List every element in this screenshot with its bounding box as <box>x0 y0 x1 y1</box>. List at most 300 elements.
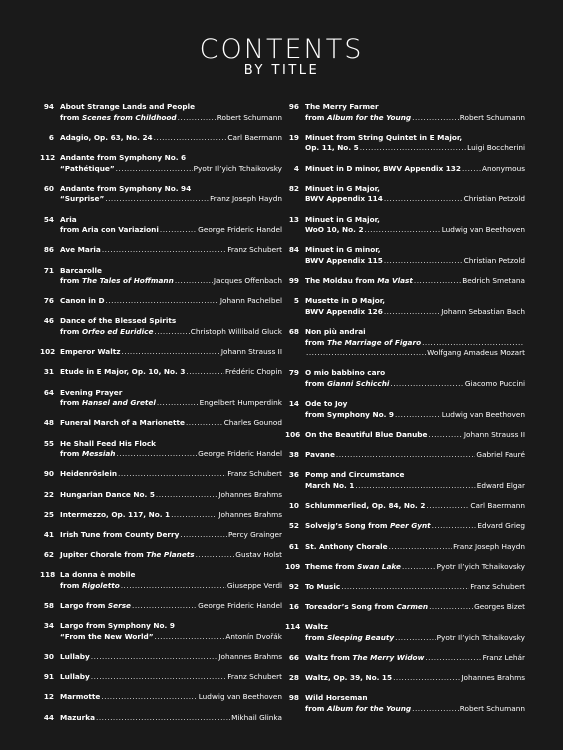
composer-name: Christian Petzold <box>463 255 525 265</box>
entry-line-2 <box>305 410 525 421</box>
entry-line-1 <box>60 316 282 327</box>
composer-name: Gabriel Fauré <box>476 450 525 460</box>
toc-entry[interactable] <box>285 542 525 553</box>
entry-line-1 <box>60 102 282 113</box>
page-number: 38 <box>288 450 299 460</box>
toc-entry[interactable] <box>285 562 525 573</box>
entry-title: Pavane <box>305 450 335 460</box>
entry-body <box>305 245 525 266</box>
entry-line-1 <box>60 215 282 226</box>
page-number: 98 <box>288 693 299 703</box>
entry-body <box>305 582 525 593</box>
toc-entry[interactable] <box>40 347 282 358</box>
entry-title: Schlummerlied, Op. 84, No. 2 <box>305 501 426 511</box>
page-number: 54 <box>43 214 54 224</box>
composer-name: Johann Sebastian Bach <box>441 306 525 316</box>
entry-line-1 <box>305 276 525 287</box>
entry-title: from The Marriage of Figaro <box>305 337 422 347</box>
entry-body <box>60 530 282 541</box>
page-number: 102 <box>40 347 56 357</box>
toc-entry[interactable] <box>40 388 282 409</box>
entry-line-1 <box>305 368 525 379</box>
dot-leader <box>365 225 441 236</box>
toc-entry[interactable] <box>40 692 282 703</box>
entry-title: from The Tales of Hoffmann <box>60 276 174 286</box>
toc-entry[interactable] <box>285 602 525 613</box>
toc-entry[interactable] <box>40 570 282 591</box>
entry-title-italic: Carmen <box>396 602 429 612</box>
entry-line-2 <box>305 143 525 154</box>
entry-title-italic: Album for the Young <box>326 704 412 714</box>
toc-entry[interactable] <box>285 327 525 359</box>
entry-line-1 <box>60 439 282 450</box>
entry-line-2 <box>60 194 282 205</box>
page-number: 61 <box>288 541 299 551</box>
dot-leader <box>154 327 189 338</box>
entry-body <box>60 266 282 287</box>
entry-line-1 <box>60 418 282 429</box>
dot-leader <box>429 602 473 613</box>
entry-title: WoO 10, No. 2 <box>305 225 364 235</box>
dot-leader <box>156 490 218 501</box>
page-number: 82 <box>288 183 299 193</box>
page-number: 41 <box>43 529 54 539</box>
page-number: 52 <box>288 521 299 531</box>
dot-leader <box>116 449 197 460</box>
entry-title: BWV Appendix 126 <box>305 306 383 316</box>
entry-title: Toreador’s Song from Carmen <box>305 602 429 612</box>
entry-title: About Strange Lands and People <box>60 102 196 111</box>
entry-title: from Hansel and Gretel <box>60 398 156 408</box>
entry-body <box>60 713 282 724</box>
page-number: 4 <box>293 163 299 173</box>
toc-entry[interactable] <box>285 622 525 643</box>
entry-line-1 <box>305 184 525 195</box>
entry-title: O mio babbino caro <box>305 368 386 378</box>
entry-line-2 <box>305 379 525 390</box>
dot-leader <box>428 430 462 441</box>
entry-title: Jupiter Chorale from The Planets <box>60 550 195 560</box>
entry-line-2 <box>60 113 282 124</box>
entry-line-2 <box>305 307 525 318</box>
entry-line-2 <box>60 276 282 287</box>
entry-title: “Pathétique” <box>60 163 115 173</box>
page-number: 58 <box>43 601 54 611</box>
page-number: 99 <box>288 276 299 286</box>
entry-line-1 <box>305 470 525 481</box>
dot-leader <box>175 276 213 287</box>
entry-body <box>60 133 282 144</box>
composer-name: Mikhail Glinka <box>231 712 282 722</box>
page-number: 48 <box>43 418 54 428</box>
entry-line-1 <box>60 672 282 683</box>
dot-leader <box>341 582 469 593</box>
composer-name: Ludwig van Beethoven <box>198 692 282 702</box>
composer-name: George Frideric Handel <box>198 601 282 611</box>
composer-name: Carl Baermann <box>470 501 525 511</box>
entry-body <box>305 521 525 532</box>
entry-line-2 <box>305 704 525 715</box>
entry-line-1 <box>305 562 525 573</box>
page-number: 84 <box>288 245 299 255</box>
page-number: 34 <box>43 621 54 631</box>
entry-body <box>60 245 282 256</box>
composer-name: Franz Schubert <box>227 469 282 479</box>
page-number: 109 <box>285 561 301 571</box>
entry-line-2 <box>305 225 525 236</box>
toc-entry[interactable] <box>285 164 525 175</box>
entry-title: BWV Appendix 114 <box>305 194 383 204</box>
composer-name: Johannes Brahms <box>218 489 282 499</box>
entry-title: He Shall Feed His Flock <box>60 438 157 448</box>
dot-leader <box>306 348 426 359</box>
dot-leader <box>389 542 452 553</box>
page-number: 5 <box>293 296 299 306</box>
entry-line-1 <box>305 673 525 684</box>
toc-entry[interactable] <box>40 469 282 480</box>
composer-name: Gustav Holst <box>235 550 282 560</box>
toc-entry[interactable] <box>40 153 282 174</box>
dot-leader <box>432 521 477 532</box>
toc-entry[interactable] <box>40 530 282 541</box>
entry-line-1 <box>60 388 282 399</box>
entry-title: from Rigoletto <box>60 580 120 590</box>
composer-name: Robert Schumann <box>216 112 282 122</box>
page-number: 86 <box>43 245 54 255</box>
entry-title: Canon in D <box>60 296 105 306</box>
entry-body <box>305 450 525 461</box>
entry-line-1 <box>305 296 525 307</box>
toc-entry[interactable] <box>285 501 525 512</box>
entry-line-1 <box>60 266 282 277</box>
toc-entry[interactable] <box>40 418 282 429</box>
entry-body <box>60 601 282 612</box>
entry-title-italic: Gianni Schicchi <box>326 379 390 389</box>
entry-title: To Music <box>305 581 341 591</box>
entry-body <box>60 316 282 337</box>
entry-body <box>60 439 282 460</box>
entry-line-1 <box>305 653 525 664</box>
entry-line-1 <box>60 133 282 144</box>
toc-entry[interactable] <box>285 102 525 123</box>
entry-title-italic: Serse <box>107 601 131 611</box>
composer-name: Johannes Brahms <box>218 509 282 519</box>
entry-line-2 <box>60 164 282 175</box>
entry-title: from Orfeo ed Euridice <box>60 327 154 337</box>
composer-name: Georges Bizet <box>474 602 525 612</box>
dot-leader <box>422 338 524 349</box>
composer-name: Ludwig van Beethoven <box>441 409 525 419</box>
composer-name: Luigi Boccherini <box>467 143 525 153</box>
entry-title: Ode to Joy <box>305 399 348 409</box>
entry-line-2 <box>305 194 525 205</box>
entry-title-italic: Swan Lake <box>357 561 401 571</box>
entry-line-2 <box>305 633 525 644</box>
entry-line-1 <box>60 490 282 501</box>
dot-leader <box>160 225 197 236</box>
composer-name: Percy Grainger <box>227 529 282 539</box>
composer-name: Frédéric Chopin <box>225 367 282 377</box>
toc-entry[interactable] <box>285 521 525 532</box>
page-number: 76 <box>43 296 54 306</box>
entry-body <box>305 470 525 491</box>
entry-line-1 <box>305 164 525 175</box>
entry-body <box>60 367 282 378</box>
entry-body <box>60 621 282 642</box>
entry-title: Waltz <box>305 622 328 632</box>
toc-entry[interactable] <box>40 439 282 460</box>
entry-title-italic: Peer Gynt <box>390 521 431 531</box>
page-number: 46 <box>43 316 54 326</box>
entry-body <box>305 542 525 553</box>
composer-name: Giacomo Puccini <box>464 379 525 389</box>
toc-entry[interactable] <box>285 184 525 205</box>
entry-line-2 <box>60 327 282 338</box>
dot-leader <box>425 653 481 664</box>
entry-title: Dance of the Blessed Spirits <box>60 316 177 326</box>
entry-title-italic: Scenes from Childhood <box>81 112 177 122</box>
entry-line-1 <box>305 133 525 144</box>
toc-entry[interactable] <box>285 245 525 266</box>
entry-line-1 <box>60 153 282 164</box>
page-number: 92 <box>288 581 299 591</box>
page-number: 30 <box>43 652 54 662</box>
entry-title: Waltz from The Merry Widow <box>305 653 425 663</box>
entry-title: Musette in D Major, <box>305 296 386 306</box>
entry-body <box>305 653 525 664</box>
entry-body <box>305 673 525 684</box>
toc-entry[interactable] <box>40 713 282 724</box>
entry-title: The Moldau from Ma Vlast <box>305 276 413 286</box>
entry-body <box>305 399 525 420</box>
entry-body <box>60 550 282 561</box>
toc-entry[interactable] <box>285 450 525 461</box>
composer-name: Robert Schumann <box>459 112 525 122</box>
dot-leader <box>178 113 216 124</box>
page-number: 71 <box>43 265 54 275</box>
page-number: 118 <box>40 570 56 580</box>
entry-line-1 <box>60 570 282 581</box>
page-number: 36 <box>288 470 299 480</box>
entry-title: Irish Tune from County Derry <box>60 529 180 539</box>
entry-body <box>60 184 282 205</box>
toc-entry[interactable] <box>285 430 525 441</box>
entry-body <box>305 562 525 573</box>
entry-title: from Scenes from Childhood <box>60 112 177 122</box>
dot-leader <box>101 692 197 703</box>
dot-leader <box>102 245 226 256</box>
entry-line-1 <box>305 521 525 532</box>
composer-name: Johann Strauss II <box>463 430 525 439</box>
entry-title: Andante from Symphony No. 94 <box>60 183 192 193</box>
entry-line-1 <box>305 102 525 113</box>
entry-title: Minuet in G Major, <box>305 183 380 193</box>
entry-body <box>60 469 282 480</box>
toc-entry[interactable] <box>285 368 525 389</box>
entry-body <box>305 215 525 236</box>
toc-entry[interactable] <box>285 133 525 154</box>
dot-leader <box>91 672 226 683</box>
composer-name: Antonín Dvořák <box>225 631 282 641</box>
entry-title: Minuet in G Major, <box>305 214 380 224</box>
entry-line-2 <box>60 398 282 409</box>
dot-leader <box>157 398 199 409</box>
toc-entry[interactable] <box>40 601 282 612</box>
entry-title: March No. 1 <box>305 480 355 490</box>
entry-title: Mazurka <box>60 712 96 722</box>
toc-entry[interactable] <box>285 215 525 236</box>
composer-name: Johann Strauss II <box>220 347 282 357</box>
toc-entry[interactable] <box>285 653 525 664</box>
dot-leader <box>393 673 460 684</box>
page-number: 10 <box>288 501 299 511</box>
entry-body <box>60 215 282 236</box>
dot-leader <box>118 469 226 480</box>
dot-leader <box>402 562 436 573</box>
toc-entry[interactable] <box>40 316 282 337</box>
dot-leader <box>180 530 227 541</box>
entry-line-1 <box>305 215 525 226</box>
entry-line-3 <box>305 348 525 359</box>
toc-entry[interactable] <box>40 245 282 256</box>
toc-entry[interactable] <box>285 582 525 593</box>
entry-title: from Album for the Young <box>305 704 412 714</box>
composer-name: Johann Pachelbel <box>219 296 282 306</box>
toc-entry[interactable] <box>40 367 282 378</box>
entry-body <box>305 184 525 205</box>
composer-name: Franz Joseph Haydn <box>453 541 525 551</box>
entry-title: Barcarolle <box>60 265 102 275</box>
entry-line-2 <box>60 225 282 236</box>
toc-entry[interactable] <box>40 621 282 642</box>
toc-column-left <box>40 102 282 733</box>
entry-line-1 <box>60 347 282 358</box>
entry-body <box>60 102 282 123</box>
toc-entry[interactable] <box>285 296 525 317</box>
entry-title: Heidenröslein <box>60 469 118 479</box>
entry-title: Waltz, Op. 39, No. 15 <box>305 673 393 683</box>
toc-entry[interactable] <box>285 673 525 684</box>
dot-leader <box>91 652 218 663</box>
page-number: 55 <box>43 438 54 448</box>
entry-title: Andante from Symphony No. 6 <box>60 152 187 162</box>
entry-title: On the Beautiful Blue Danube <box>305 430 428 439</box>
toc-entry[interactable] <box>40 133 282 144</box>
entry-body <box>305 133 525 154</box>
entry-title: Solvejg’s Song from Peer Gynt <box>305 521 431 531</box>
entry-line-2 <box>60 581 282 592</box>
composer-name: Franz Joseph Haydn <box>210 194 282 204</box>
entry-body <box>305 602 525 613</box>
toc-entry[interactable] <box>285 399 525 420</box>
entry-body <box>305 327 525 359</box>
entry-line-1 <box>305 582 525 593</box>
dot-leader <box>105 194 209 205</box>
page-number: 90 <box>43 469 54 479</box>
page-number: 60 <box>43 183 54 193</box>
dot-leader <box>355 481 475 492</box>
toc-entry[interactable] <box>40 266 282 287</box>
entry-title: Marmotte <box>60 692 101 702</box>
entry-title: St. Anthony Chorale <box>305 541 388 551</box>
toc-entry[interactable] <box>40 490 282 501</box>
composer-name: Edward Elgar <box>476 480 525 490</box>
dot-leader <box>412 113 459 124</box>
entry-line-1 <box>305 327 525 338</box>
entry-title: Wild Horseman <box>305 693 368 703</box>
composer-name: Pyotr Il’yich Tchaikovsky <box>193 163 282 173</box>
entry-body <box>305 164 525 175</box>
toc-entry[interactable] <box>285 693 525 714</box>
toc-entry[interactable] <box>40 215 282 236</box>
dot-leader <box>186 367 224 378</box>
entry-title-italic: Album for the Young <box>326 112 412 122</box>
toc-entry[interactable] <box>40 652 282 663</box>
toc-entry[interactable] <box>40 672 282 683</box>
toc-entry[interactable] <box>40 102 282 123</box>
entry-title: La donna è mobile <box>60 570 136 580</box>
entry-line-1 <box>60 652 282 663</box>
toc-entry[interactable] <box>285 470 525 491</box>
toc-entry[interactable] <box>40 296 282 307</box>
page-number: 12 <box>43 692 54 702</box>
dot-leader <box>336 450 476 461</box>
dot-leader <box>121 581 226 592</box>
entry-body <box>60 692 282 703</box>
composer-name: Ludwig van Beethoven <box>441 225 525 235</box>
toc-entry[interactable] <box>40 550 282 561</box>
composer-name: Carl Baermann <box>227 132 282 142</box>
entry-body <box>60 672 282 683</box>
composer-name: Charles Gounod <box>223 418 282 428</box>
dot-leader <box>395 410 441 421</box>
composer-name: Christian Petzold <box>463 194 525 204</box>
entry-title-italic: The Marriage of Figaro <box>326 337 422 347</box>
entry-title-italic: Orfeo ed Euridice <box>81 327 154 337</box>
composer-name: Franz Schubert <box>470 581 525 591</box>
entry-line-1 <box>305 622 525 633</box>
entry-title: Hungarian Dance No. 5 <box>60 489 155 499</box>
page-number: 114 <box>285 622 301 632</box>
entry-title-italic: The Merry Widow <box>352 653 425 663</box>
entry-body <box>305 102 525 123</box>
entry-body <box>305 501 525 512</box>
dot-leader <box>121 347 219 358</box>
toc-entry[interactable] <box>40 510 282 521</box>
dot-leader <box>155 632 225 643</box>
entry-title-italic: Rigoletto <box>81 580 120 590</box>
composer-name: Christoph Willibald Gluck <box>190 327 282 337</box>
entry-title: Funeral March of a Marionette <box>60 418 185 428</box>
entry-title: from Gianni Schicchi <box>305 379 390 389</box>
entry-line-1 <box>60 713 282 724</box>
dot-leader <box>414 276 461 287</box>
toc-entry[interactable] <box>40 184 282 205</box>
entry-body <box>305 693 525 714</box>
composer-name: Franz Schubert <box>227 245 282 255</box>
dot-leader <box>106 296 219 307</box>
entry-title: Theme from Swan Lake <box>305 561 401 571</box>
entry-line-1 <box>305 542 525 553</box>
composer-name: Johannes Brahms <box>461 673 525 683</box>
entry-title-italic: Sleeping Beauty <box>326 632 395 642</box>
toc-entry[interactable] <box>285 276 525 287</box>
composer-name: Bedrich Smetana <box>462 276 525 286</box>
entry-line-1 <box>305 501 525 512</box>
page-number: 68 <box>288 327 299 337</box>
entry-line-1 <box>305 430 525 441</box>
entry-title: from Album for the Young <box>305 112 412 122</box>
